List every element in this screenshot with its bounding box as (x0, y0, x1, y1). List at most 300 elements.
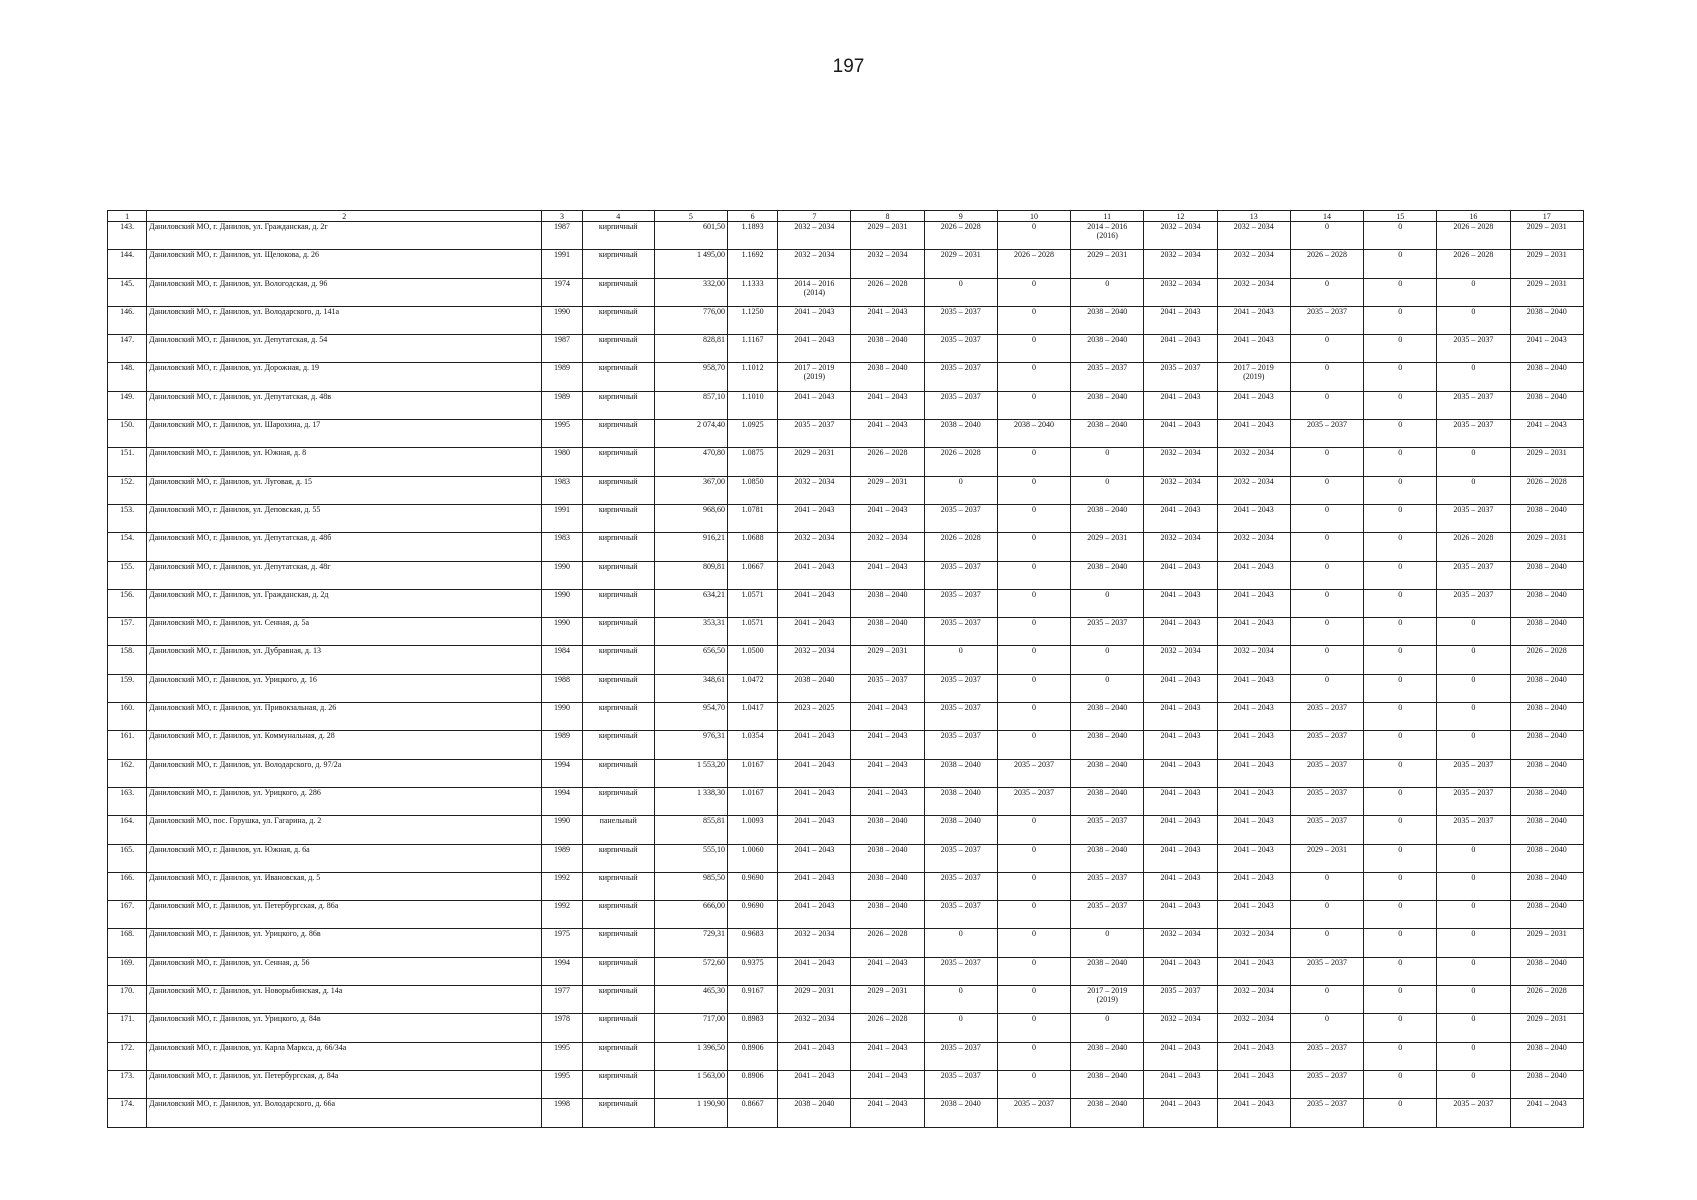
period-cell: 0 (1437, 363, 1510, 391)
period-cell: 0 (1437, 844, 1510, 872)
period-cell: 2041 – 2043 (778, 504, 851, 532)
period-cell: 2041 – 2043 (851, 1042, 924, 1070)
table-row (108, 363, 1584, 391)
period-cell: 2041 – 2043 (778, 759, 851, 787)
period-cell: 2035 – 2037 (1437, 1099, 1510, 1127)
period-cell: 2017 – 2019 (2019) (1071, 986, 1144, 1014)
period-cell: 0 (1437, 618, 1510, 646)
table-row (108, 278, 1584, 306)
period-cell: 2026 – 2028 (1510, 986, 1583, 1014)
period-cell: 2038 – 2040 (1071, 335, 1144, 363)
coefficient-cell: 0.9375 (728, 957, 778, 985)
period-cell: 2038 – 2040 (1510, 787, 1583, 815)
period-cell: 0 (1364, 363, 1437, 391)
period-cell: 2041 – 2043 (1217, 335, 1290, 363)
period-cell: 2035 – 2037 (1437, 420, 1510, 448)
period-cell: 0 (997, 816, 1070, 844)
table-row (108, 957, 1584, 985)
row-number: 153. (108, 504, 147, 532)
period-cell: 0 (1364, 335, 1437, 363)
period-cell: 0 (1364, 1042, 1437, 1070)
row-number: 170. (108, 986, 147, 1014)
row-number: 161. (108, 731, 147, 759)
row-number: 156. (108, 589, 147, 617)
period-cell: 2035 – 2037 (1437, 589, 1510, 617)
wall-material-cell: кирпичный (582, 844, 654, 872)
address-cell: Даниловский МО, г. Данилов, ул. Депутатская, д. 54 (147, 335, 542, 363)
period-cell: 2041 – 2043 (1217, 703, 1290, 731)
period-cell: 2038 – 2040 (1510, 306, 1583, 334)
period-cell: 2029 – 2031 (851, 646, 924, 674)
coefficient-cell: 1.0472 (728, 674, 778, 702)
period-cell: 0 (1290, 1014, 1363, 1042)
column-header: 2 (147, 211, 542, 222)
coefficient-cell: 1.0688 (728, 533, 778, 561)
address-cell: Даниловский МО, г. Данилов, ул. Карла Маркса, д. 66/34а (147, 1042, 542, 1070)
period-cell: 0 (1437, 957, 1510, 985)
period-cell: 0 (1071, 448, 1144, 476)
address-cell: Даниловский МО, г. Данилов, ул. Деповская, д. 55 (147, 504, 542, 532)
period-cell: 0 (1437, 703, 1510, 731)
period-cell: 2035 – 2037 (924, 335, 997, 363)
period-cell: 2041 – 2043 (778, 561, 851, 589)
period-cell: 0 (1290, 618, 1363, 646)
period-cell: 0 (997, 222, 1070, 250)
period-cell: 2026 – 2028 (851, 929, 924, 957)
period-cell: 2035 – 2037 (1071, 363, 1144, 391)
period-cell: 2029 – 2031 (778, 448, 851, 476)
period-cell: 0 (997, 1070, 1070, 1098)
period-cell: 2035 – 2037 (851, 674, 924, 702)
period-cell: 0 (997, 646, 1070, 674)
period-cell: 2038 – 2040 (1071, 731, 1144, 759)
period-cell: 0 (1364, 618, 1437, 646)
period-cell: 0 (1071, 589, 1144, 617)
column-header: 11 (1071, 211, 1144, 222)
period-cell: 2035 – 2037 (1437, 759, 1510, 787)
address-cell: Даниловский МО, пос. Горушка, ул. Гагарина, д. 2 (147, 816, 542, 844)
period-cell: 2041 – 2043 (1217, 901, 1290, 929)
wall-material-cell: кирпичный (582, 1070, 654, 1098)
area-cell: 470,80 (654, 448, 727, 476)
coefficient-cell: 0.9167 (728, 986, 778, 1014)
wall-material-cell: кирпичный (582, 703, 654, 731)
year-cell: 1987 (542, 222, 582, 250)
period-cell: 2038 – 2040 (1071, 561, 1144, 589)
period-cell: 0 (1364, 646, 1437, 674)
period-cell: 0 (1364, 476, 1437, 504)
coefficient-cell: 1.0925 (728, 420, 778, 448)
area-cell: 1 553,20 (654, 759, 727, 787)
year-cell: 1990 (542, 703, 582, 731)
column-header: 13 (1217, 211, 1290, 222)
period-cell: 2035 – 2037 (1437, 391, 1510, 419)
period-cell: 0 (1364, 589, 1437, 617)
wall-material-cell: кирпичный (582, 1099, 654, 1127)
coefficient-cell: 0.9690 (728, 872, 778, 900)
table-row (108, 872, 1584, 900)
area-cell: 601,50 (654, 222, 727, 250)
year-cell: 1990 (542, 589, 582, 617)
row-number: 145. (108, 278, 147, 306)
table-row (108, 335, 1584, 363)
period-cell: 2035 – 2037 (1437, 504, 1510, 532)
period-cell: 0 (997, 589, 1070, 617)
period-cell: 2041 – 2043 (1217, 674, 1290, 702)
period-cell: 0 (1364, 957, 1437, 985)
coefficient-cell: 0.9690 (728, 901, 778, 929)
period-cell: 2041 – 2043 (1217, 1099, 1290, 1127)
coefficient-cell: 1.0571 (728, 589, 778, 617)
area-cell: 1 338,30 (654, 787, 727, 815)
table-row (108, 1042, 1584, 1070)
coefficient-cell: 1.0417 (728, 703, 778, 731)
address-cell: Даниловский МО, г. Данилов, ул. Дорожная, д. 19 (147, 363, 542, 391)
address-cell: Даниловский МО, г. Данилов, ул. Гражданская, д. 2г (147, 222, 542, 250)
wall-material-cell: кирпичный (582, 957, 654, 985)
period-cell: 2032 – 2034 (1217, 986, 1290, 1014)
period-cell: 0 (1290, 901, 1363, 929)
row-number: 149. (108, 391, 147, 419)
wall-material-cell: кирпичный (582, 731, 654, 759)
period-cell: 2038 – 2040 (1510, 759, 1583, 787)
period-cell: 2038 – 2040 (1071, 759, 1144, 787)
period-cell: 2041 – 2043 (778, 901, 851, 929)
row-number: 162. (108, 759, 147, 787)
column-header: 16 (1437, 211, 1510, 222)
period-cell: 2035 – 2037 (924, 589, 997, 617)
year-cell: 1991 (542, 504, 582, 532)
year-cell: 1991 (542, 250, 582, 278)
area-cell: 367,00 (654, 476, 727, 504)
area-cell: 1 396,50 (654, 1042, 727, 1070)
table-row (108, 1099, 1584, 1127)
wall-material-cell: кирпичный (582, 589, 654, 617)
table-row (108, 448, 1584, 476)
column-header: 3 (542, 211, 582, 222)
period-cell: 2038 – 2040 (997, 420, 1070, 448)
column-header: 14 (1290, 211, 1363, 222)
row-number: 168. (108, 929, 147, 957)
table-row (108, 787, 1584, 815)
period-cell: 2026 – 2028 (924, 448, 997, 476)
period-cell: 2041 – 2043 (1144, 787, 1217, 815)
period-cell: 2041 – 2043 (1510, 1099, 1583, 1127)
period-cell: 2029 – 2031 (1510, 278, 1583, 306)
table-row (108, 759, 1584, 787)
area-cell: 465,30 (654, 986, 727, 1014)
row-number: 148. (108, 363, 147, 391)
period-cell: 0 (1437, 1042, 1510, 1070)
period-cell: 2035 – 2037 (1290, 731, 1363, 759)
period-cell: 2035 – 2037 (1144, 363, 1217, 391)
period-cell: 2041 – 2043 (1144, 816, 1217, 844)
period-cell: 2038 – 2040 (1510, 391, 1583, 419)
period-cell: 0 (997, 335, 1070, 363)
area-cell: 348,61 (654, 674, 727, 702)
area-cell: 1 190,90 (654, 1099, 727, 1127)
period-cell: 2041 – 2043 (1144, 759, 1217, 787)
period-cell: 2035 – 2037 (1290, 957, 1363, 985)
period-cell: 2026 – 2028 (1437, 533, 1510, 561)
period-cell: 2041 – 2043 (1217, 420, 1290, 448)
period-cell: 2038 – 2040 (1510, 703, 1583, 731)
period-cell: 2041 – 2043 (851, 306, 924, 334)
period-cell: 2029 – 2031 (1510, 929, 1583, 957)
period-cell: 2035 – 2037 (924, 306, 997, 334)
period-cell: 2035 – 2037 (1290, 703, 1363, 731)
table-row (108, 250, 1584, 278)
period-cell: 2026 – 2028 (1437, 222, 1510, 250)
address-cell: Даниловский МО, г. Данилов, ул. Сенная, д. 56 (147, 957, 542, 985)
period-cell: 2035 – 2037 (1290, 420, 1363, 448)
column-header: 1 (108, 211, 147, 222)
period-cell: 2041 – 2043 (1217, 618, 1290, 646)
period-cell: 0 (997, 1042, 1070, 1070)
period-cell: 2041 – 2043 (778, 391, 851, 419)
period-cell: 2032 – 2034 (1144, 250, 1217, 278)
period-cell: 0 (1364, 278, 1437, 306)
period-cell: 2035 – 2037 (924, 1070, 997, 1098)
period-cell: 2041 – 2043 (778, 589, 851, 617)
wall-material-cell: кирпичный (582, 306, 654, 334)
period-cell: 2035 – 2037 (924, 872, 997, 900)
period-cell: 2041 – 2043 (1144, 618, 1217, 646)
table-row (108, 1014, 1584, 1042)
table-row (108, 589, 1584, 617)
period-cell: 2032 – 2034 (1144, 222, 1217, 250)
coefficient-cell: 1.1167 (728, 335, 778, 363)
column-header: 9 (924, 211, 997, 222)
year-cell: 1992 (542, 901, 582, 929)
address-cell: Даниловский МО, г. Данилов, ул. Дубравная, д. 13 (147, 646, 542, 674)
wall-material-cell: кирпичный (582, 504, 654, 532)
row-number: 166. (108, 872, 147, 900)
period-cell: 0 (1437, 306, 1510, 334)
period-cell: 2041 – 2043 (1217, 844, 1290, 872)
period-cell: 0 (997, 561, 1070, 589)
wall-material-cell: кирпичный (582, 278, 654, 306)
year-cell: 1989 (542, 731, 582, 759)
period-cell: 2032 – 2034 (1144, 278, 1217, 306)
housing-repair-table-sheet (107, 210, 1584, 1128)
period-cell: 2032 – 2034 (1217, 1014, 1290, 1042)
period-cell: 0 (1437, 448, 1510, 476)
period-cell: 0 (997, 448, 1070, 476)
table-row (108, 504, 1584, 532)
row-number: 143. (108, 222, 147, 250)
wall-material-cell: кирпичный (582, 420, 654, 448)
address-cell: Даниловский МО, г. Данилов, ул. Южная, д. 8 (147, 448, 542, 476)
period-cell: 0 (924, 476, 997, 504)
period-cell: 2038 – 2040 (924, 816, 997, 844)
period-cell: 0 (924, 1014, 997, 1042)
period-cell: 2038 – 2040 (1510, 731, 1583, 759)
area-cell: 717,00 (654, 1014, 727, 1042)
period-cell: 2026 – 2028 (1437, 250, 1510, 278)
period-cell: 2038 – 2040 (851, 589, 924, 617)
period-cell: 0 (997, 674, 1070, 702)
period-cell: 0 (997, 703, 1070, 731)
period-cell: 2032 – 2034 (778, 929, 851, 957)
coefficient-cell: 1.0167 (728, 759, 778, 787)
area-cell: 656,50 (654, 646, 727, 674)
period-cell: 2035 – 2037 (1290, 1099, 1363, 1127)
table-row (108, 306, 1584, 334)
period-cell: 0 (997, 872, 1070, 900)
period-cell: 2026 – 2028 (1290, 250, 1363, 278)
period-cell: 2029 – 2031 (1510, 448, 1583, 476)
column-header: 10 (997, 211, 1070, 222)
coefficient-cell: 0.8906 (728, 1042, 778, 1070)
period-cell: 0 (1071, 476, 1144, 504)
wall-material-cell: кирпичный (582, 646, 654, 674)
period-cell: 2041 – 2043 (1144, 391, 1217, 419)
table-row (108, 646, 1584, 674)
period-cell: 0 (1071, 646, 1144, 674)
period-cell: 2032 – 2034 (1144, 533, 1217, 561)
period-cell: 0 (1290, 476, 1363, 504)
period-cell: 2026 – 2028 (851, 1014, 924, 1042)
area-cell: 332,00 (654, 278, 727, 306)
wall-material-cell: кирпичный (582, 674, 654, 702)
address-cell: Даниловский МО, г. Данилов, ул. Урицкого, д. 84в (147, 1014, 542, 1042)
period-cell: 2041 – 2043 (1217, 787, 1290, 815)
period-cell: 2035 – 2037 (1290, 1042, 1363, 1070)
address-cell: Даниловский МО, г. Данилов, ул. Володарского, д. 97/2а (147, 759, 542, 787)
coefficient-cell: 1.1250 (728, 306, 778, 334)
period-cell: 0 (997, 306, 1070, 334)
area-cell: 666,00 (654, 901, 727, 929)
table-row (108, 476, 1584, 504)
period-cell: 2017 – 2019 (2019) (778, 363, 851, 391)
row-number: 151. (108, 448, 147, 476)
period-cell: 0 (1364, 674, 1437, 702)
period-cell: 0 (1364, 222, 1437, 250)
period-cell: 0 (1437, 872, 1510, 900)
period-cell: 0 (1364, 250, 1437, 278)
period-cell: 2041 – 2043 (1144, 420, 1217, 448)
period-cell: 2041 – 2043 (1144, 335, 1217, 363)
period-cell: 2041 – 2043 (1144, 1042, 1217, 1070)
period-cell: 0 (1364, 504, 1437, 532)
period-cell: 0 (1364, 759, 1437, 787)
area-cell: 855,81 (654, 816, 727, 844)
period-cell: 2041 – 2043 (1217, 1070, 1290, 1098)
wall-material-cell: кирпичный (582, 986, 654, 1014)
year-cell: 1987 (542, 335, 582, 363)
period-cell: 2041 – 2043 (851, 759, 924, 787)
year-cell: 1990 (542, 618, 582, 646)
period-cell: 2032 – 2034 (1217, 448, 1290, 476)
wall-material-cell: кирпичный (582, 222, 654, 250)
table-row (108, 929, 1584, 957)
period-cell: 2041 – 2043 (1217, 759, 1290, 787)
period-cell: 2041 – 2043 (1144, 844, 1217, 872)
row-number: 171. (108, 1014, 147, 1042)
area-cell: 776,00 (654, 306, 727, 334)
period-cell: 2035 – 2037 (924, 391, 997, 419)
period-cell: 2041 – 2043 (1217, 589, 1290, 617)
coefficient-cell: 1.1893 (728, 222, 778, 250)
period-cell: 2038 – 2040 (851, 618, 924, 646)
period-cell: 2041 – 2043 (778, 731, 851, 759)
address-cell: Даниловский МО, г. Данилов, ул. Щелокова, д. 26 (147, 250, 542, 278)
period-cell: 0 (1071, 674, 1144, 702)
period-cell: 2041 – 2043 (1144, 306, 1217, 334)
period-cell: 2029 – 2031 (1071, 533, 1144, 561)
period-cell: 0 (1364, 844, 1437, 872)
period-cell: 2035 – 2037 (924, 618, 997, 646)
period-cell: 0 (1364, 929, 1437, 957)
period-cell: 2038 – 2040 (778, 1099, 851, 1127)
period-cell: 2041 – 2043 (1217, 872, 1290, 900)
coefficient-cell: 1.0571 (728, 618, 778, 646)
year-cell: 1978 (542, 1014, 582, 1042)
period-cell: 2029 – 2031 (1510, 533, 1583, 561)
period-cell: 2041 – 2043 (851, 787, 924, 815)
year-cell: 1994 (542, 957, 582, 985)
period-cell: 2041 – 2043 (778, 1070, 851, 1098)
period-cell: 2029 – 2031 (924, 250, 997, 278)
table-row (108, 391, 1584, 419)
period-cell: 2035 – 2037 (1437, 561, 1510, 589)
wall-material-cell: кирпичный (582, 901, 654, 929)
period-cell: 2038 – 2040 (1071, 306, 1144, 334)
period-cell: 0 (997, 476, 1070, 504)
period-cell: 0 (1364, 1014, 1437, 1042)
period-cell: 2041 – 2043 (1144, 1070, 1217, 1098)
period-cell: 2038 – 2040 (1510, 844, 1583, 872)
period-cell: 2035 – 2037 (924, 703, 997, 731)
period-cell: 2029 – 2031 (1510, 222, 1583, 250)
period-cell: 2035 – 2037 (1071, 618, 1144, 646)
period-cell: 0 (1364, 448, 1437, 476)
period-cell: 2029 – 2031 (851, 476, 924, 504)
wall-material-cell: кирпичный (582, 787, 654, 815)
row-number: 167. (108, 901, 147, 929)
period-cell: 2041 – 2043 (778, 335, 851, 363)
period-cell: 0 (1437, 731, 1510, 759)
period-cell: 2041 – 2043 (851, 420, 924, 448)
period-cell: 2035 – 2037 (1071, 872, 1144, 900)
wall-material-cell: кирпичный (582, 448, 654, 476)
area-cell: 809,81 (654, 561, 727, 589)
table-row (108, 618, 1584, 646)
wall-material-cell: кирпичный (582, 618, 654, 646)
period-cell: 2032 – 2034 (778, 646, 851, 674)
period-cell: 2041 – 2043 (1217, 504, 1290, 532)
period-cell: 2038 – 2040 (1510, 872, 1583, 900)
area-cell: 968,60 (654, 504, 727, 532)
period-cell: 2038 – 2040 (1510, 674, 1583, 702)
period-cell: 2032 – 2034 (778, 222, 851, 250)
period-cell: 0 (997, 844, 1070, 872)
period-cell: 0 (1290, 278, 1363, 306)
period-cell: 2041 – 2043 (1217, 731, 1290, 759)
row-number: 163. (108, 787, 147, 815)
period-cell: 2041 – 2043 (851, 1099, 924, 1127)
period-cell: 0 (1364, 1070, 1437, 1098)
period-cell: 2041 – 2043 (1144, 561, 1217, 589)
period-cell: 2041 – 2043 (1217, 816, 1290, 844)
period-cell: 2032 – 2034 (1217, 929, 1290, 957)
period-cell: 2041 – 2043 (778, 306, 851, 334)
table-row (108, 222, 1584, 250)
period-cell: 2032 – 2034 (851, 533, 924, 561)
row-number: 152. (108, 476, 147, 504)
period-cell: 2035 – 2037 (924, 957, 997, 985)
